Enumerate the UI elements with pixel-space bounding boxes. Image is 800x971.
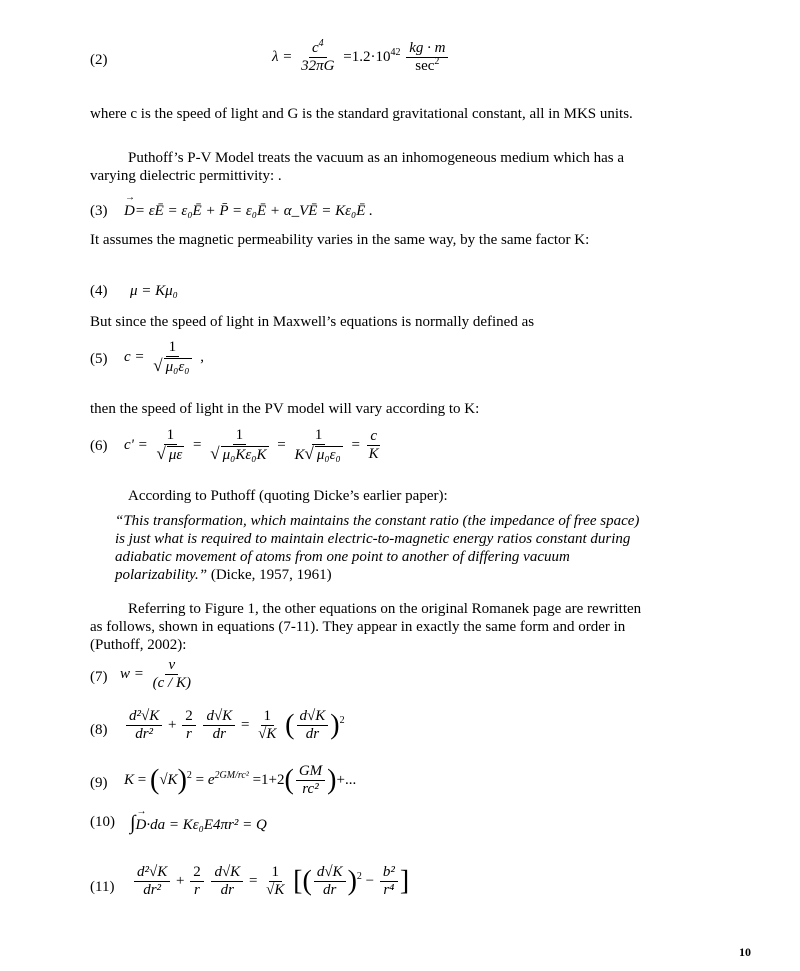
page-number: 10	[739, 945, 751, 959]
eq2-number: (2)	[90, 52, 108, 68]
paragraph-referring: Referring to Figure 1, the other equations on the original Romanek page are rewritten as follows, shown in equations (7-11). They appear in exactly the same form and order in (Puthoff, 2002):	[90, 601, 642, 653]
equation-3: → D= εĒ = ε₀Ē + P̄ = ε₀Ē + α_VĒ = Kε₀Ē .	[124, 203, 373, 220]
eq2-units: $\frac{kg \cdot m}{\sec^2}$	[406, 40, 448, 75]
equation-6: c' = $\frac{1}{√ \mu\varepsilon}$ = $\frac{1}{\text{√ μ₀Kε₀K}}$ = $\frac{1}{\text{K√ μ₀ε₀}}$ = $\frac{c}{K}$	[124, 427, 379, 463]
paragraph-pv-model: Puthoff’s P-V Model treats the vacuum as an inhomogeneous medium which has a varying dielectric permittivity: .	[90, 150, 625, 184]
eq4-number: (4)	[90, 283, 108, 299]
paragraph-magnetic: It assumes the magnetic permeability varies in the same way, by the same factor K:	[90, 232, 590, 248]
equation-9: $K = (√K)^2 = e^{2GM/rc^2} =1+2$( $\frac{GM}{\text{rc²}}$ )+...	[124, 763, 357, 797]
eq8-number: (8)	[90, 722, 108, 738]
eq9-number: (9)	[90, 775, 108, 791]
paragraph-where-c: where c is the speed of light and G is the standard gravitational constant, all in MKS units.	[90, 106, 633, 122]
quote-dicke: “This transformation, which maintains the constant ratio (the impedance of free space) is just what is required to maintain electric-to-magnetic energy ratios constant during adiabatic movement of atoms from one point to another of differing vacuum polarizability.” (Dicke, 1957, 1961)	[115, 513, 640, 583]
eq5-number: (5)	[90, 351, 108, 367]
eq7-number: (7)	[90, 669, 108, 685]
equation-2	[272, 40, 450, 75]
equation-4: μ = Kμ₀	[130, 283, 178, 299]
paragraph-pv-speed: then the speed of light in the PV model will vary according to K:	[90, 401, 480, 417]
eq3-number: (3)	[90, 203, 108, 219]
eq6-number: (6)	[90, 438, 108, 454]
paragraph-maxwell: But since the speed of light in Maxwell’s equations is normally defined as	[90, 314, 535, 330]
equation-8: $\frac{\text{d²√K}}{\text{dr²}}$ + $\frac{2}{r}$ $\frac{d√K}{dr}$ = $\frac{1}{√K}$ ( $\frac{d√K}{dr}$ )$^2$	[124, 708, 345, 743]
eq2-rhs: $=1.2\cdot 10^{42}$	[343, 46, 401, 65]
equation-10: ∫→ D·da = Kε₀E4πr² = Q	[130, 812, 267, 835]
eq10-number: (10)	[90, 814, 115, 830]
paragraph-according: According to Puthoff (quoting Dicke’s earlier paper):	[128, 488, 448, 504]
eq2-lhs: λ =	[272, 48, 293, 65]
equation-5: c = $\frac{1}{\text{√ μ₀ε₀}}$ ,	[124, 339, 204, 375]
eq11-number: (11)	[90, 879, 115, 895]
eq2-fraction: $\frac{c^4}{32\pi G}$	[301, 38, 335, 74]
equation-11: $\frac{\text{d²√K}}{\text{dr²}}$ + $\frac{2}{r}$ $\frac{d√K}{dr}$ = $\frac{1}{√K}$ [( $\frac{d√K}{dr}$ )$^2$ − $\frac{\text{b²}}{\text{r⁴}}$ ]	[132, 864, 409, 899]
equation-7: w = $\frac{v}{(c / K)}$	[120, 657, 191, 691]
